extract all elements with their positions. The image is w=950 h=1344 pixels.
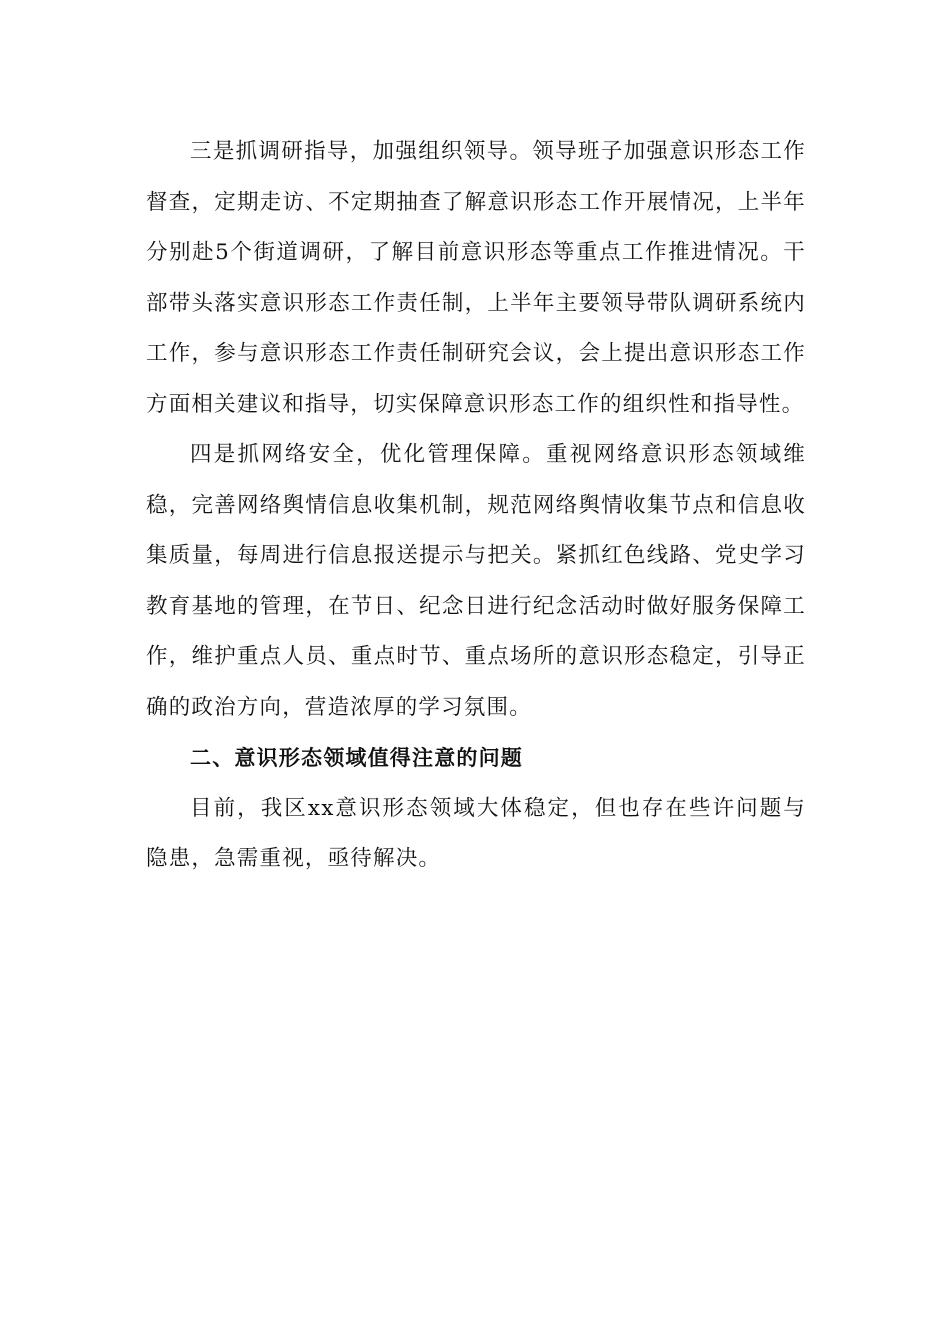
paragraph-research-guidance: 三是抓调研指导，加强组织领导。领导班子加强意识形态工作督查，定期走访、不定期抽查了解意识形态工作开展情况，上半年分别赴5个街道调研，了解目前意识形态等重点工作推进情况。干部带头落实意识形态工作责任制，上半年主要领导带队调研系统内工作，参与意识形态工作责任制研究会议，会上提出意识形态工作方面相关建议和指导，切实保障意识形态工作的组织性和指导性。 [146,139,806,417]
section-heading: 二、意识形态领域值得注意的问题 [190,746,523,770]
paragraph-closing: 目前，我区xx意识形态领域大体稳定，但也存在些许问题与隐患，急需重视，亟待解决。 [146,795,806,871]
document-body [146,127,806,885]
paragraph-network-security: 四是抓网络安全，优化管理保障。重视网络意识形态领域维稳，完善网络舆情信息收集机制，规范网络舆情收集节点和信息收集质量，每周进行信息报送提示与把关。紧抓红色线路、党史学习教育基地的管理，在节日、纪念日进行纪念活动时做好服务保障工作，维护重点人员、重点时节、重点场所的意识形态稳定，引导正确的政治方向，营造浓厚的学习氛围。 [146,442,806,720]
